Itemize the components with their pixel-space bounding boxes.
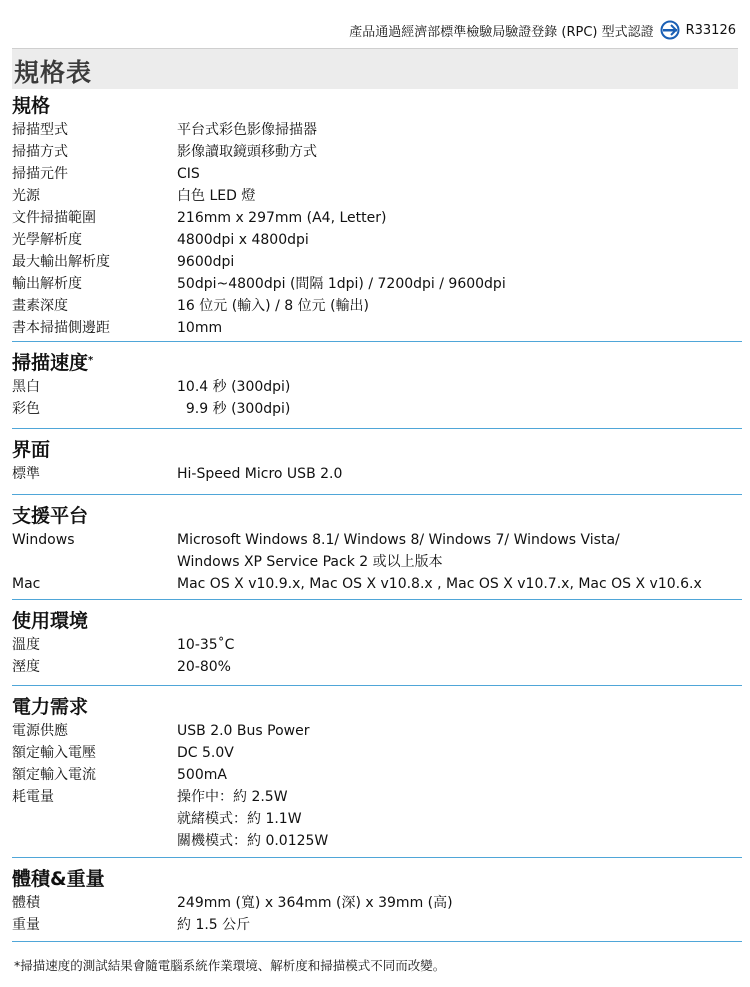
spec-label: 輸出解析度 [12,276,82,292]
spec-row [12,295,742,317]
spec-row [12,119,742,141]
spec-row [12,529,742,551]
section-title: 電力需求 [12,696,89,718]
page-title-bar [12,48,738,89]
spec-row [12,634,742,656]
spec-row-continued [12,808,742,830]
spec-label: 額定輸入電壓 [12,745,96,761]
spec-value: 500mA [177,767,227,783]
footnote: *掃描速度的測試結果會隨電腦系統作業環境、解析度和掃描模式不同而改變。 [14,958,446,973]
spec-value: 操作中：約 2.5W [177,789,288,805]
spec-label: 體積 [12,895,40,911]
spec-value: CIS [177,166,200,182]
spec-row [12,207,742,229]
spec-value: 就緒模式：約 1.1W [177,811,302,827]
spec-row [12,141,742,163]
section-platform [12,503,742,595]
spec-value: 平台式彩色影像掃描器 [177,122,317,138]
spec-value: USB 2.0 Bus Power [177,723,310,739]
section-specs [12,93,742,339]
footnote-mark: * [88,355,94,366]
spec-value: Mac OS X v10.9.x, Mac OS X v10.8.x , Mac OS X v10.7.x, Mac OS X v10.6.x [177,576,702,592]
spec-label: 文件掃描範圍 [12,210,96,226]
spec-value: Windows XP Service Pack 2 或以上版本 [177,554,443,570]
spec-row [12,376,742,398]
spec-value: Hi-Speed Micro USB 2.0 [177,466,343,482]
spec-label: 光源 [12,188,40,204]
spec-row [12,229,742,251]
section-interface [12,437,742,485]
section-divider [12,941,742,942]
rpc-certification-icon [660,20,680,40]
section-speed [12,350,742,420]
spec-row [12,656,742,678]
spec-value: 20-80% [177,659,231,675]
spec-value: 10-35˚C [177,637,235,653]
spec-row [12,742,742,764]
spec-value: 216mm x 297mm (A4, Letter) [177,210,387,226]
spec-label: Mac [12,576,41,592]
spec-label: 重量 [12,917,40,933]
spec-label: 書本掃描側邊距 [12,320,110,336]
section-title: 支援平台 [12,505,89,527]
spec-label: 最大輸出解析度 [12,254,110,270]
spec-label: 額定輸入電流 [12,767,96,783]
spec-value: DC 5.0V [177,745,234,761]
spec-row-continued [12,551,742,573]
section-divider [12,341,742,342]
spec-value: 50dpi~4800dpi (間隔 1dpi) / 7200dpi / 9600dpi [177,276,506,292]
certification-code: R33126 [685,22,736,38]
spec-row [12,914,742,936]
spec-value: 約 1.5 公斤 [177,917,251,933]
section-divider [12,494,742,495]
spec-label: 彩色 [12,401,40,417]
spec-row [12,463,742,485]
section-title: 界面 [12,439,51,461]
spec-label: 光學解析度 [12,232,82,248]
spec-value: 白色 LED 燈 [177,188,256,204]
certification-line [349,20,736,40]
section-environment [12,608,742,678]
spec-label: 掃描元件 [12,166,68,182]
spec-label: 耗電量 [12,789,54,805]
section-title: 使用環境 [12,610,89,632]
spec-value: 關機模式：約 0.0125W [177,833,329,849]
spec-label: 掃描方式 [12,144,68,160]
spec-value: 10.4 秒 (300dpi) [177,379,291,395]
spec-value: Microsoft Windows 8.1/ Windows 8/ Windows 7/ Windows Vista/ [177,532,620,548]
spec-row [12,573,742,595]
page-title: 規格表 [14,58,93,87]
spec-label: 掃描型式 [12,122,68,138]
certification-text: 產品通過經濟部標準檢驗局驗證登錄 (RPC) 型式認證 [349,24,654,40]
spec-row [12,317,742,339]
spec-row [12,163,742,185]
spec-row [12,398,742,420]
section-divider [12,857,742,858]
spec-row [12,764,742,786]
spec-row-continued [12,830,742,852]
spec-label: 電源供應 [12,723,68,739]
section-divider [12,428,742,429]
spec-row [12,720,742,742]
spec-value: 10mm [177,320,223,336]
spec-row [12,251,742,273]
section-title-text: 掃描速度 [12,352,89,374]
spec-row [12,273,742,295]
spec-value: 9600dpi [177,254,235,270]
spec-row [12,185,742,207]
section-title: 規格 [12,95,51,117]
spec-value: 4800dpi x 4800dpi [177,232,309,248]
section-divider [12,599,742,600]
spec-row [12,892,742,914]
spec-value: 16 位元 (輸入) / 8 位元 (輸出) [177,298,369,314]
spec-label: 黑白 [12,379,40,395]
spec-label: 溫度 [12,637,40,653]
spec-value: 影像讀取鏡頭移動方式 [177,144,317,160]
section-title [12,350,742,376]
section-dimensions [12,866,742,936]
spec-value: 249mm (寬) x 364mm (深) x 39mm (高) [177,895,453,911]
spec-label: 溼度 [12,659,40,675]
section-power [12,694,742,852]
spec-label: Windows [12,532,75,548]
section-title: 體積&重量 [12,868,105,890]
spec-label: 畫素深度 [12,298,68,314]
spec-row [12,786,742,808]
spec-value: 9.9 秒 (300dpi) [177,401,291,417]
section-divider [12,685,742,686]
spec-label: 標準 [12,466,40,482]
